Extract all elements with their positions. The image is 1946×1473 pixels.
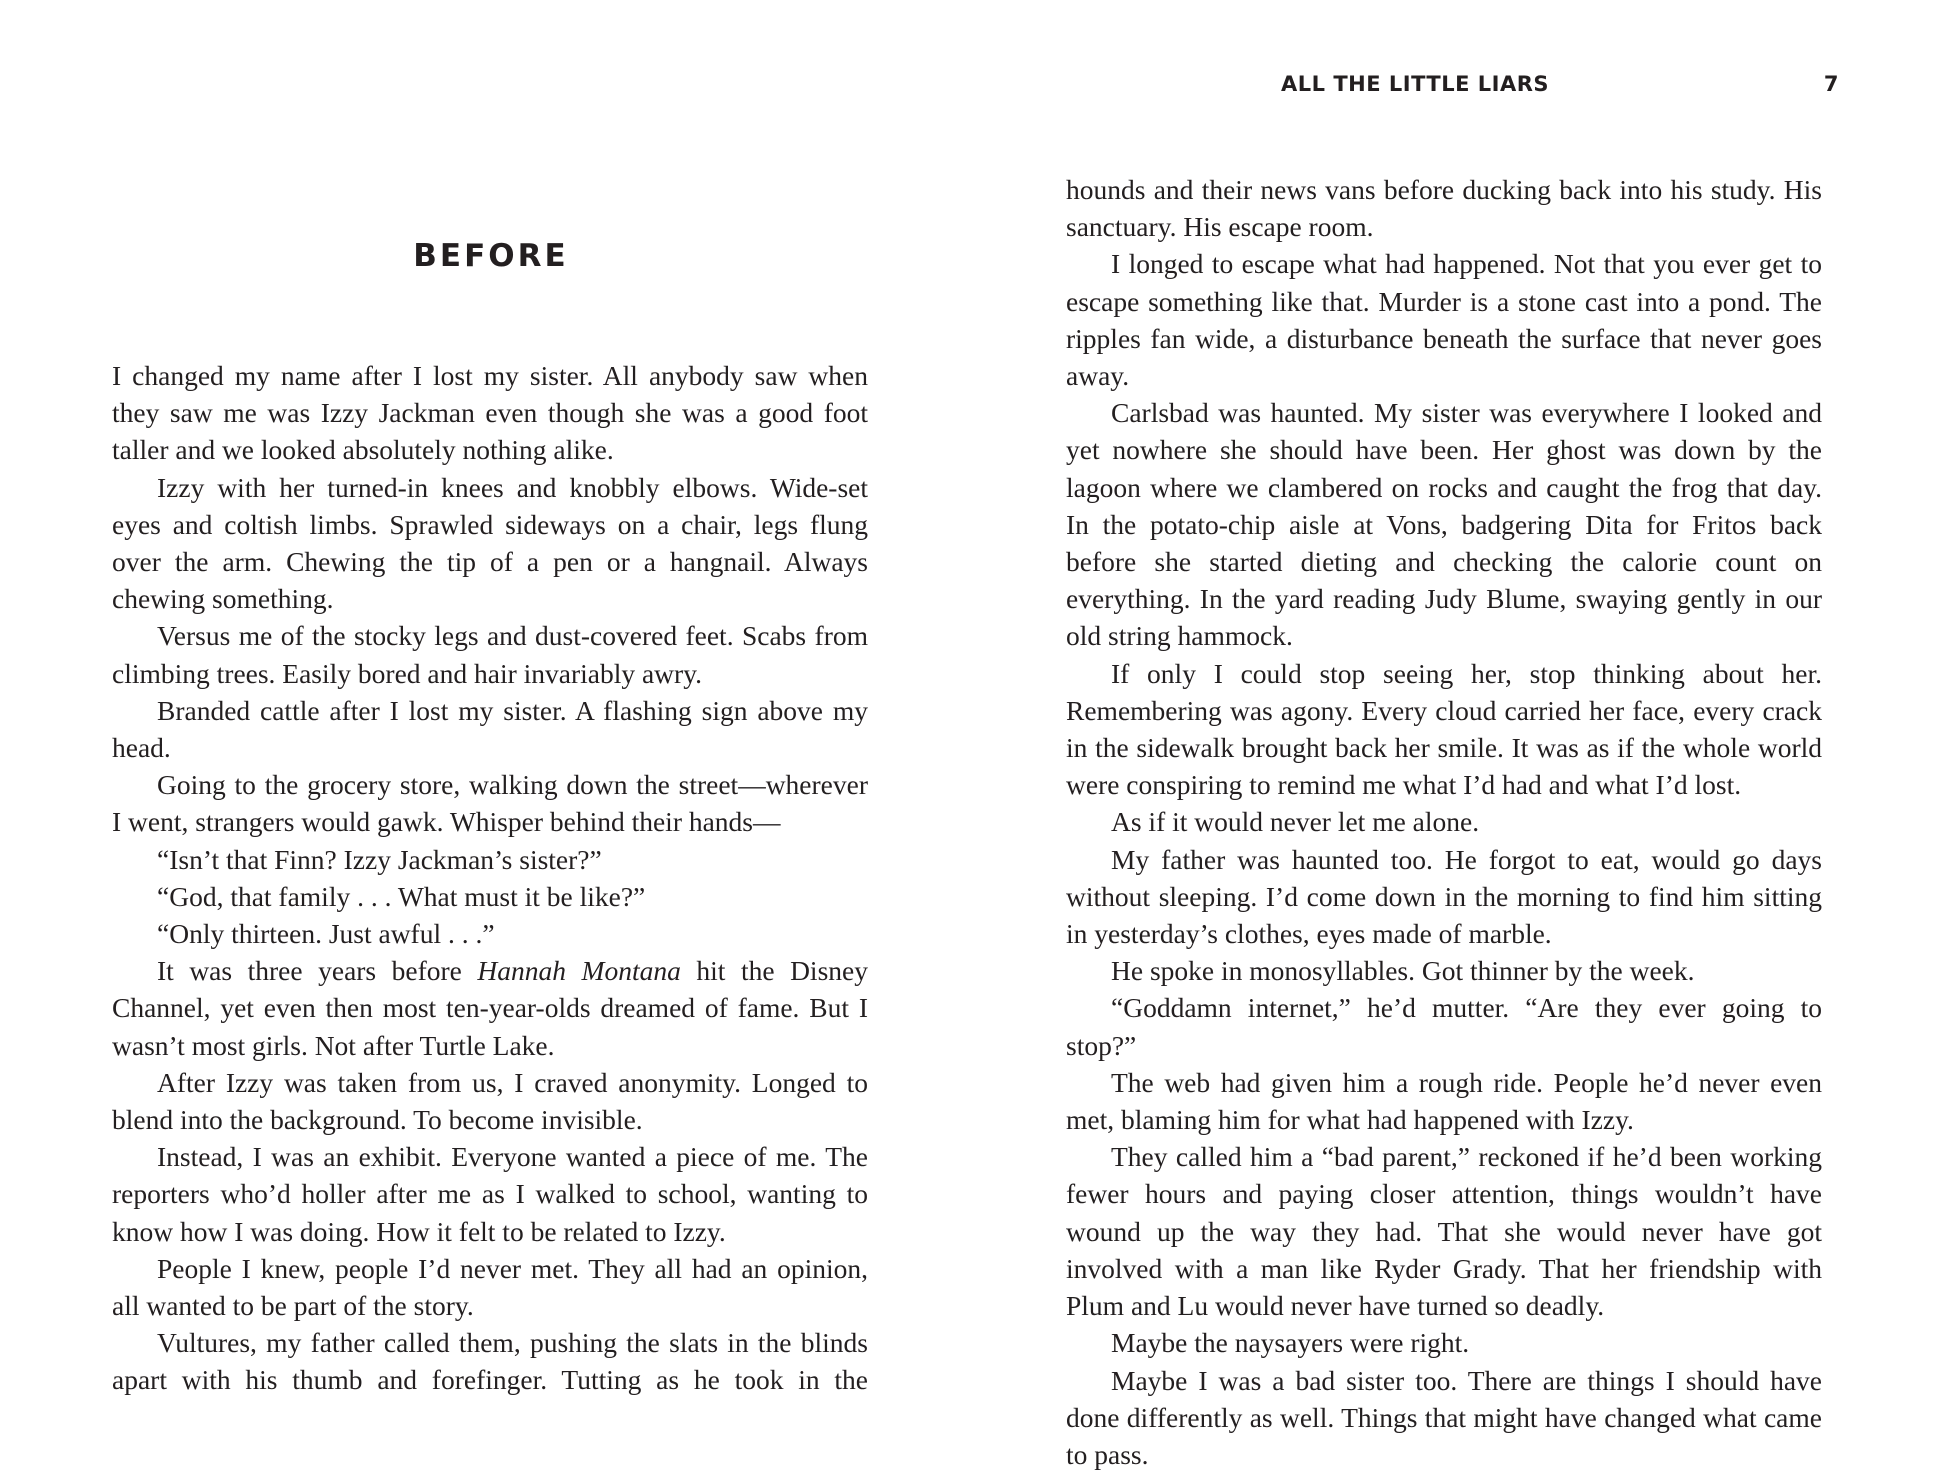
right-page-text	[1066, 171, 1822, 1473]
paragraph: After Izzy was taken from us, I craved anonymity. Longed to blend into the background. To become invisible.	[112, 1064, 868, 1138]
paragraph: Branded cattle after I lost my sister. A flashing sign above my head.	[112, 692, 868, 766]
dialogue-line: “Isn’t that Finn? Izzy Jackman’s sister?”	[112, 841, 868, 878]
paragraph: People I knew, people I’d never met. They all had an opinion, all wanted to be part of the story.	[112, 1250, 868, 1324]
dialogue-line: “Only thirteen. Just awful . . .”	[112, 915, 868, 952]
left-page-text	[112, 357, 868, 1399]
paragraph: Izzy with her turned-in knees and knobbly elbows. Wide-set eyes and coltish limbs. Sprawled sideways on a chair, legs flung over the arm. Chewing the tip of a pen or a hangnail. Always chewing something.	[112, 469, 868, 618]
paragraph: As if it would never let me alone.	[1066, 803, 1822, 840]
italic-title: Hannah Montana	[477, 955, 680, 986]
paragraph: My father was haunted too. He forgot to eat, would go days without sleeping. I’d come down in the morning to find him sitting in yesterday’s clothes, eyes made of marble.	[1066, 841, 1822, 953]
paragraph: Instead, I was an exhibit. Everyone wanted a piece of me. The reporters who’d holler after me as I walked to school, wanting to know how I was doing. How it felt to be related to Izzy.	[112, 1138, 868, 1250]
running-title: ALL THE LITTLE LIARS	[1281, 72, 1549, 96]
text-span: It was three years before	[157, 955, 477, 986]
paragraph: Maybe I was a bad sister too. There are things I should have done differently as well. Things that might have changed what came to pass.	[1066, 1362, 1822, 1473]
dialogue-line: “God, that family . . . What must it be like?”	[112, 878, 868, 915]
text-span: hit the Disney Channel, yet even then most ten-year-olds dreamed of fame. But I wasn’t most girls. Not after Turtle Lake.	[112, 955, 868, 1060]
paragraph-hannah-montana	[112, 952, 868, 1064]
paragraph: Carlsbad was haunted. My sister was everywhere I looked and yet nowhere she should have been. Her ghost was down by the lagoon where we clambered on rocks and caught the frog that day. In the potato-chip aisle at Vons, badgering Dita for Fritos back before she started dieting and checking the calorie count on everything. In the yard reading Judy Blume, swaying gently in our old string hammock.	[1066, 394, 1822, 654]
left-page	[0, 0, 973, 1460]
paragraph: Maybe the naysayers were right.	[1066, 1324, 1822, 1361]
paragraph: If only I could stop seeing her, stop thinking about her. Remembering was agony. Every cloud carried her face, every crack in the sidewalk brought back her smile. It was as if the whole world were conspiring to remind me what I’d had and what I’d lost.	[1066, 655, 1822, 804]
running-head	[1086, 72, 1839, 106]
paragraph: Vultures, my father called them, pushing the slats in the blinds apart with his thumb and forefinger. Tutting as he took in the	[112, 1324, 868, 1398]
paragraph: Going to the grocery store, walking down the street—wherever I went, strangers would gawk. Whisper behind their hands—	[112, 766, 868, 840]
chapter-title: BEFORE	[112, 238, 870, 274]
paragraph: He spoke in monosyllables. Got thinner by the week.	[1066, 952, 1822, 989]
paragraph: Versus me of the stocky legs and dust-covered feet. Scabs from climbing trees. Easily bored and hair invariably awry.	[112, 617, 868, 691]
paragraph-continuation: hounds and their news vans before ducking back into his study. His sanctuary. His escape room.	[1066, 171, 1822, 245]
right-page	[973, 0, 1946, 1460]
page-number: 7	[1824, 72, 1839, 96]
paragraph: I longed to escape what had happened. Not that you ever get to escape something like that. Murder is a stone cast into a pond. The ripples fan wide, a disturbance beneath the surface that never goes away.	[1066, 245, 1822, 394]
dialogue-line: “Goddamn internet,” he’d mutter. “Are they ever going to stop?”	[1066, 989, 1822, 1063]
paragraph: They called him a “bad parent,” reckoned if he’d been working fewer hours and paying closer attention, things wouldn’t have wound up the way they had. That she would never have got involved with a man like Ryder Grady. That her friendship with Plum and Lu would never have turned so deadly.	[1066, 1138, 1822, 1324]
paragraph: The web had given him a rough ride. People he’d never even met, blaming him for what had happened with Izzy.	[1066, 1064, 1822, 1138]
paragraph: I changed my name after I lost my sister. All anybody saw when they saw me was Izzy Jackman even though she was a good foot taller and we looked absolutely nothing alike.	[112, 357, 868, 469]
